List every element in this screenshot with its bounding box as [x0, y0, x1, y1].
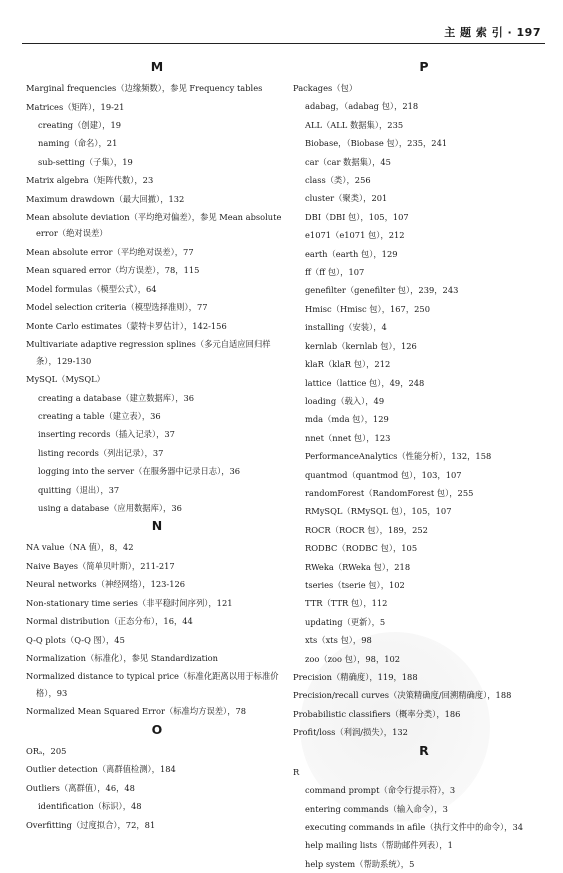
index-entry: Multivariate adaptive regression splines（多元自适应回归样条），129-130: [26, 339, 271, 366]
index-subentry: naming（命名），21: [38, 138, 118, 149]
index-entry: Matrix algebra（矩阵代数），23: [26, 175, 154, 186]
index-subentry: zoo（zoo 包），98，102: [305, 653, 401, 664]
index-subentry: listing records（列出记录），37: [38, 447, 164, 458]
index-subentry: DBI（DBI 包），105，107: [305, 211, 409, 222]
index-entry: MySQL（MySQL）: [26, 374, 105, 385]
index-entry: Normalized distance to typical price（标准化距离以用于标准价格），93: [26, 671, 279, 698]
index-subentry: car（car 数据集），45: [305, 156, 391, 167]
index-subentry: Biobase，（Biobase 包），235，241: [305, 138, 448, 149]
section-letter-m: M: [150, 59, 164, 74]
index-entry: Maximum drawdown（最大回撤），132: [26, 193, 185, 204]
index-entry: Profit/loss（利润/损失），132: [293, 727, 408, 738]
section-letter-o: O: [151, 721, 163, 737]
index-subentry: RODBC（RODBC 包），105: [305, 543, 418, 554]
index-subentry: Hmisc（Hmisc 包），167，250: [305, 303, 430, 314]
index-subentry: quantmod（quantmod 包），103，107: [305, 469, 462, 480]
index-entry: ORₐ，205: [26, 745, 67, 756]
index-entry: Overfitting（过度拟合），72，81: [26, 819, 156, 830]
index-subentry: entering commands（输入命令），3: [305, 803, 448, 814]
index-entry: NA value（NA 值），8，42: [26, 542, 134, 553]
index-subentry: randomForest（RandomForest 包），255: [305, 487, 474, 498]
section-letter-p: P: [419, 59, 429, 74]
index-subentry: RMySQL（RMySQL 包），105，107: [305, 506, 452, 517]
index-entry: Model formulas（模型公式），64: [26, 283, 157, 294]
section-letter-r: R: [419, 742, 429, 758]
index-entry: Mean absolute deviation（平均绝对偏差），参见 Mean absolute error（绝对误差）: [26, 211, 282, 239]
index-subentry: creating a database（建立数据库），36: [38, 392, 195, 403]
index-subentry: identification（标识），48: [38, 801, 142, 812]
index-entry: Monte Carlo estimates（蒙特卡罗估计），142-156: [26, 320, 227, 331]
index-subentry: loading（载入），49: [305, 395, 385, 406]
index-subentry: e1071（e1071 包），212: [305, 230, 405, 241]
index-subentry: klaR（klaR 包），212: [305, 359, 391, 370]
index-entry: Normalized Mean Squared Error（标准均方误差），78: [26, 706, 247, 717]
index-subentry: adabag，（adabag 包），218: [305, 101, 419, 112]
header-rule: [22, 43, 545, 44]
index-subentry: tseries（tserie 包），102: [305, 579, 405, 590]
index-subentry: executing commands in afile（执行文件中的命令），34: [305, 822, 523, 833]
index-entry: Non-stationary time series（非平稳时间序列），121: [26, 597, 233, 608]
index-subentry: logging into the server（在服务器中记录日志），36: [38, 466, 241, 477]
index-column-right: [293, 58, 555, 873]
index-subentry: class（类），256: [305, 175, 371, 186]
index-subentry: TTR（TTR 包），112: [305, 598, 388, 609]
section-letter-n: N: [151, 518, 163, 534]
index-subentry: RWeka（RWeka 包），218: [305, 561, 411, 572]
index-subentry: mda（mda 包），129: [305, 414, 389, 425]
index-entry: Packages（包）: [293, 83, 358, 93]
index-subentry: inserting records（插入记录），37: [38, 429, 175, 440]
index-column-left: [26, 58, 288, 834]
index-entry: Normal distribution（正态分布），16，44: [26, 616, 193, 627]
index-entry: Outlier detection（离群值检测），184: [26, 764, 176, 775]
index-entry: Matrices（矩阵），19-21: [26, 101, 125, 112]
index-entry: Naive Bayes（简单贝叶斯），211-217: [26, 560, 175, 571]
index-entry: Model selection criteria（模型选择准则），77: [26, 302, 208, 313]
index-subentry: ALL（ALL 数据集），235: [305, 119, 404, 130]
index-subentry: kernlab（kernlab 包），126: [305, 340, 417, 351]
index-subentry: nnet（nnet 包），123: [305, 432, 391, 443]
index-subentry: using a database（应用数据库），36: [38, 503, 182, 513]
index-entry: Probabilistic classifiers（概率分类），186: [293, 708, 461, 719]
index-subentry: installing（安装），4: [305, 322, 387, 333]
index-entry: R: [293, 766, 300, 777]
index-entry: Normalization（标准化），参见 Standardization: [26, 652, 218, 663]
index-subentry: ROCR（ROCR 包），189，252: [305, 524, 428, 535]
index-subentry: lattice（lattice 包），49，248: [305, 377, 425, 388]
index-subentry: sub-setting（子集），19: [38, 156, 133, 167]
index-entry: Precision/recall curves（决策精确度/回溯精确度），188: [293, 690, 512, 701]
index-subentry: ff（ff 包），107: [305, 267, 365, 278]
index-subentry: creating（创建），19: [38, 119, 122, 130]
index-subentry: cluster（聚类），201: [305, 193, 388, 204]
index-subentry: help system（帮助系统），5: [305, 858, 415, 869]
index-subentry: help mailing lists（帮助邮件列表），1: [305, 840, 453, 851]
index-entry: Precision（精确度），119，188: [293, 672, 418, 682]
index-entry: Mean absolute error（平均绝对误差），77: [26, 246, 194, 257]
index-entry: Outliers（离群值），46，48: [26, 782, 135, 793]
running-head: 主 题 索 引 · 197: [444, 26, 541, 39]
index-subentry: PerformanceAnalytics（性能分析），132，158: [305, 451, 492, 462]
index-subentry: updating（更新），5: [305, 616, 386, 627]
index-subentry: creating a table（建立表），36: [38, 410, 161, 421]
index-subentry: earth（earth 包），129: [305, 248, 398, 259]
index-subentry: genefilter（genefilter 包），239，243: [305, 285, 459, 296]
index-subentry: quitting（退出），37: [38, 484, 120, 495]
index-entry: Mean squared error（均方误差），78，115: [26, 265, 200, 276]
index-subentry: command prompt（命令行提示符），3: [305, 785, 456, 796]
index-subentry: xts（xts 包），98: [305, 635, 372, 646]
index-entry: Q-Q plots（Q-Q 图），45: [26, 634, 125, 645]
index-entry: Neural networks（神经网络），123-126: [26, 579, 186, 590]
index-entry: Marginal frequencies（边缘频数），参见 Frequency tables: [26, 83, 263, 93]
